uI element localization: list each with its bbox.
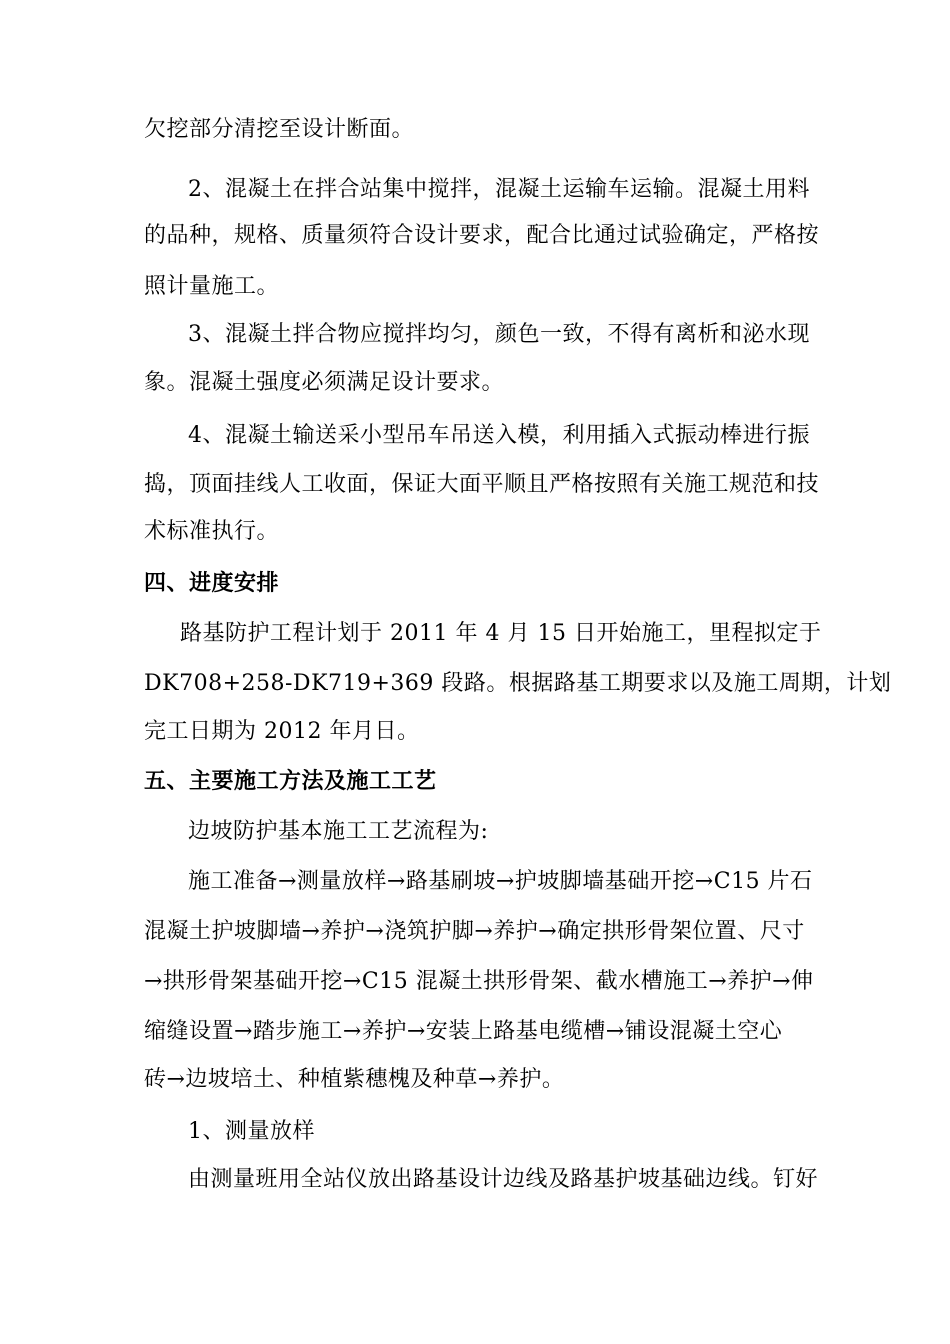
text-line: 缩缝设置→踏步施工→养护→安装上路基电缆槽→铺设混凝土空心 (144, 1019, 783, 1044)
text-line: 的品种，规格、质量须符合设计要求，配合比通过试验确定，严格按 (144, 223, 820, 248)
text-line: 照计量施工。 (144, 274, 280, 299)
text-line: 完工日期为 2012 年月日。 (144, 719, 420, 744)
text-line: 象。混凝土强度必须满足设计要求。 (144, 370, 505, 395)
text-line: 1、测量放样 (188, 1119, 315, 1144)
text-line: 捣，顶面挂线人工收面，保证大面平顺且严格按照有关施工规范和技 (144, 472, 820, 497)
text-line: 2、混凝土在拌合站集中搅拌，混凝土运输车运输。混凝土用料 (188, 177, 810, 202)
text-line: →拱形骨架基础开挖→C15 混凝土拱形骨架、截水槽施工→养护→伸 (144, 969, 814, 994)
text-line: 混凝土护坡脚墙→养护→浇筑护脚→养护→确定拱形骨架位置、尺寸 (144, 919, 805, 944)
section-heading: 五、主要施工方法及施工工艺 (144, 769, 437, 794)
text-line: 路基防护工程计划于 2011 年 4 月 15 日开始施工，里程拟定于 (180, 621, 822, 646)
text-line: 砖→边坡培土、种植紫穗槐及种草→养护。 (144, 1067, 565, 1092)
text-line: 术标准执行。 (144, 519, 280, 544)
text-line: 由测量班用全站仪放出路基设计边线及路基护坡基础边线。钉好 (188, 1167, 819, 1192)
text-line: DK708+258-DK719+369 段路。根据路基工期要求以及施工周期，计划 (144, 671, 892, 696)
text-line: 欠挖部分清挖至设计断面。 (144, 117, 415, 142)
text-line: 施工准备→测量放样→路基刷坡→护坡脚墙基础开挖→C15 片石 (188, 869, 813, 894)
text-line: 4、混凝土输送采小型吊车吊送入模，利用插入式振动棒进行振 (188, 423, 810, 448)
text-line: 3、混凝土拌合物应搅拌均匀，颜色一致，不得有离析和泌水现 (188, 322, 810, 347)
text-line: 边坡防护基本施工工艺流程为: (188, 819, 489, 844)
section-heading: 四、进度安排 (144, 571, 280, 596)
